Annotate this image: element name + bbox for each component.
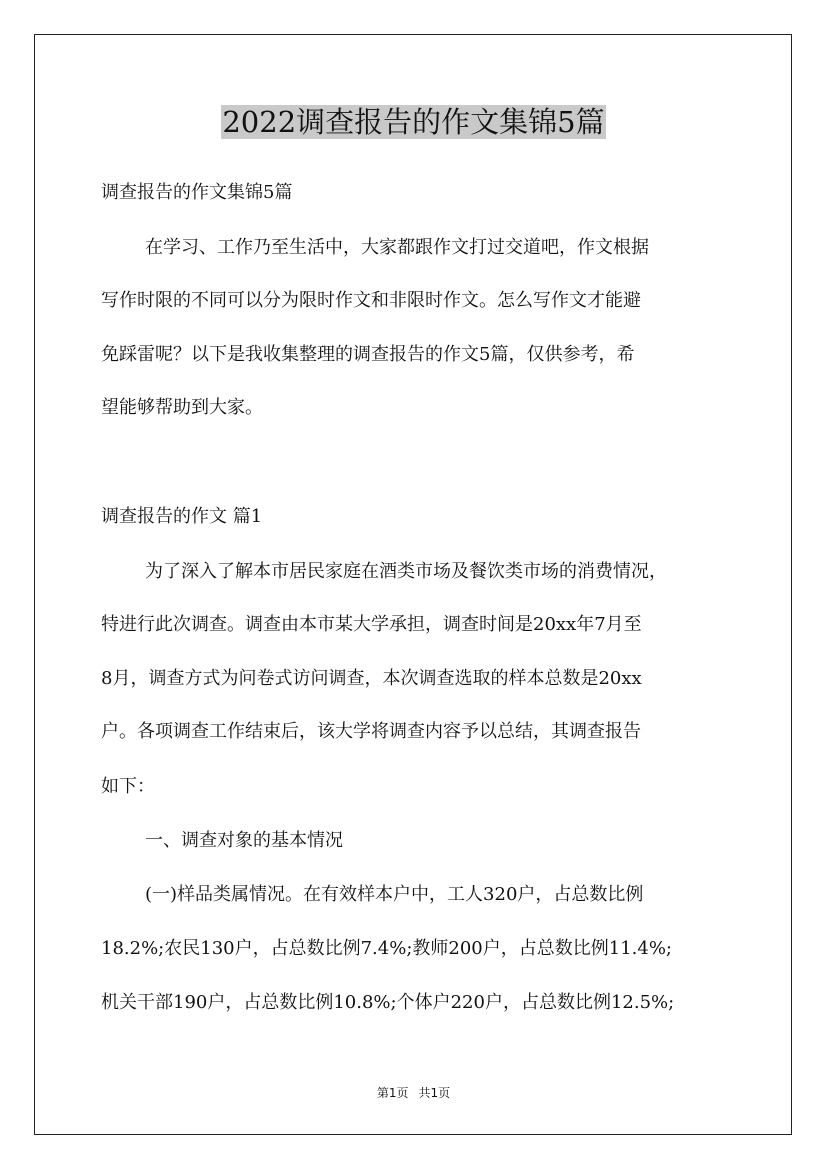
page-footer xyxy=(0,1085,827,1101)
page-total: 共1页 xyxy=(418,1086,451,1100)
intro-line: 免踩雷呢？以下是我收集整理的调查报告的作文5篇，仅供参考，希 xyxy=(101,344,635,365)
document-subtitle: 调查报告的作文集锦5篇 xyxy=(101,182,293,203)
intro-line: 望能够帮助到大家。 xyxy=(101,397,263,418)
section-line: 户。各项调查工作结束后，该大学将调查内容予以总结，其调查报告 xyxy=(101,721,641,742)
section-line: 如下： xyxy=(101,776,155,797)
document-title-text: 2022调查报告的作文集锦5篇 xyxy=(222,105,605,139)
section-line: 8月，调查方式为问卷式访问调查，本次调查选取的样本总数是20xx xyxy=(101,668,642,689)
detail-line: 18.2%;农民130户，占总数比例7.4%;教师200户，占总数比例11.4%; xyxy=(101,938,672,959)
section-line: 为了深入了解本市居民家庭在酒类市场及餐饮类市场的消费情况， xyxy=(145,561,667,582)
section-line: 特进行此次调查。调查由本市某大学承担，调查时间是20xx年7月至 xyxy=(101,614,642,635)
page-number: 第1页 xyxy=(376,1086,409,1100)
detail-line: 机关干部190户，占总数比例10.8%;个体户220户，占总数比例12.5%; xyxy=(101,992,675,1013)
document-title xyxy=(0,102,827,142)
intro-line: 在学习、工作乃至生活中，大家都跟作文打过交道吧，作文根据 xyxy=(145,237,649,258)
subheading: 一、调查对象的基本情况 xyxy=(145,830,343,851)
detail-line: (一)样品类属情况。在有效样本户中，工人320户，占总数比例 xyxy=(145,884,644,905)
section-heading: 调查报告的作文 篇1 xyxy=(101,506,263,527)
intro-line: 写作时限的不同可以分为限时作文和非限时作文。怎么写作文才能避 xyxy=(101,290,641,311)
